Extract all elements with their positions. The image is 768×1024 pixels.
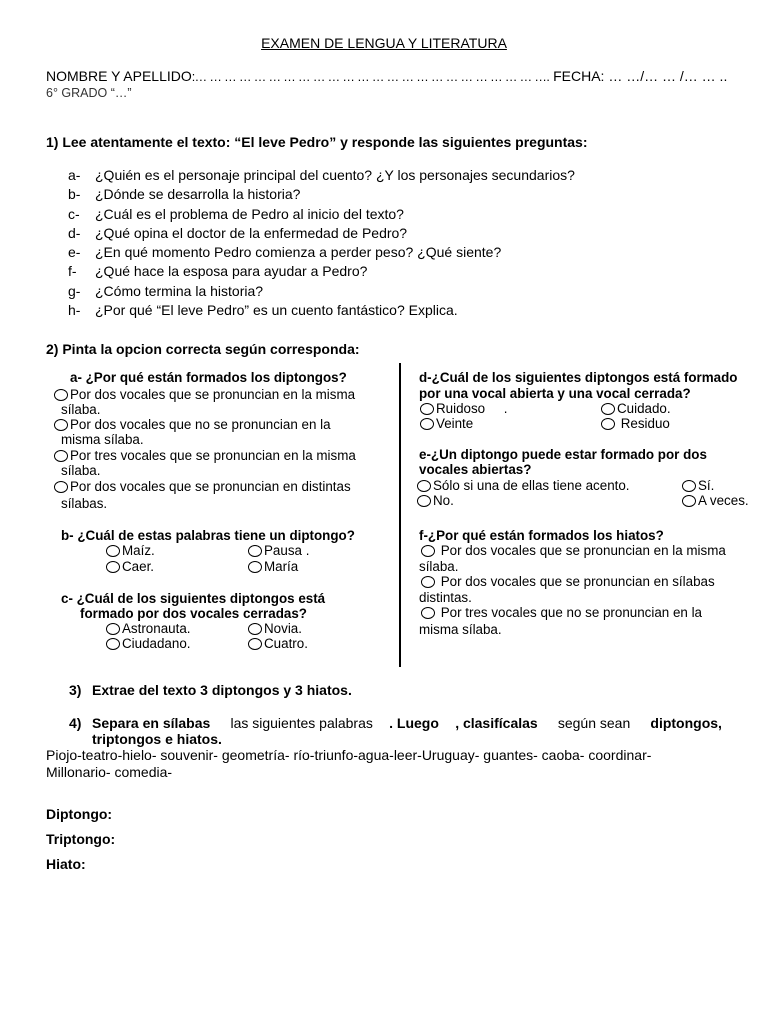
option-text: Por dos vocales que no se pronuncian en la [70,417,331,432]
name-blank: :… … … … … … … … … … … … … … … … … … … … … … … …. [191,70,550,84]
option-text: Por tres vocales que no se pronuncian en la [437,605,703,620]
list-item [68,302,575,321]
list-item [68,225,575,244]
list-item [68,186,575,205]
option-text-cont: sílaba. [61,402,101,417]
option-text: María [264,559,299,574]
radio-circle[interactable] [421,545,435,557]
q3-text: Extrae del texto 3 diptongos y 3 hiatos. [92,682,352,698]
q4-word: las siguientes palabras [226,715,373,731]
radio-circle[interactable] [420,403,434,415]
item-letter: h- [68,302,81,319]
list-item [68,283,575,302]
option-text-cont: sílaba. [419,559,459,574]
q2c-question-cont: formado por dos vocales cerradas? [80,606,307,621]
option-text: Maíz. [122,543,155,558]
radio-circle[interactable] [106,623,120,635]
item-text: ¿En qué momento Pedro comienza a perder peso? ¿Qué siente? [95,244,502,261]
grade-line: 6° GRADO “…” [46,86,132,100]
triptongo-label: Triptongo: [46,831,116,847]
item-text: ¿Cuál es el problema de Pedro al inicio del texto? [95,205,404,222]
item-text: ¿Quién es el personaje principal del cuento? ¿Y los personajes secundarios? [95,167,575,183]
list-item [68,244,575,263]
option-text: A veces. [698,493,749,508]
name-label: NOMBRE Y APELLIDO [46,68,192,84]
exam-title: EXAMEN DE LENGUA Y LITERATURA [261,35,507,51]
q4-instruction [92,715,722,731]
item-text: ¿Dónde se desarrolla la historia? [95,186,301,203]
name-date-line [46,68,727,84]
option-text: Ruidoso . [436,401,508,416]
q2c-option-3[interactable] [106,636,191,651]
q4-word: Separa en sílabas [92,715,211,731]
q2a-option-3[interactable] [54,448,356,463]
option-text: Ciudadano. [122,636,191,651]
q2f-question: f-¿Por qué están formados los hiatos? [419,528,664,543]
radio-circle[interactable] [421,607,435,619]
option-text: No. [433,493,454,508]
q2c-option-4[interactable] [248,636,308,651]
q2e-option-2[interactable] [682,478,714,493]
radio-circle[interactable] [417,480,431,492]
list-item [68,263,575,282]
option-text: Sólo si una de ellas tiene acento. [433,478,630,493]
q2b-question: b- ¿Cuál de estas palabras tiene un diptongo? [61,528,355,543]
hiato-label: Hiato: [46,856,86,872]
q2e-question: e-¿Un diptongo puede estar formado por dos [419,447,707,462]
option-text: Por dos vocales que se pronuncian en la misma [437,543,726,558]
word-list: Piojo-teatro-hielo- souvenir- geometría- río-triunfo-agua-leer-Uruguay- guantes- caoba- coordinar- [46,747,652,763]
q2f-option-2[interactable] [421,574,715,589]
radio-circle[interactable] [420,418,434,430]
q4-number: 4) [69,715,82,731]
q2f-option-1[interactable] [421,543,726,558]
option-text: Astronauta. [122,621,191,636]
q3-number: 3) [69,682,82,698]
radio-circle[interactable] [106,545,120,557]
option-text: Cuatro. [264,636,308,651]
q2f-option-3[interactable] [421,605,702,620]
option-text: Por tres vocales que se pronuncian en la misma [70,448,356,463]
q2e-option-4[interactable] [682,493,749,508]
q4-instruction-cont: triptongos e hiatos. [92,731,222,747]
column-divider [399,363,401,667]
q1-title: 1) Lee atentamente el texto: “El leve Pedro” y responde las siguientes preguntas: [46,134,588,150]
option-text: Residuo [617,416,670,431]
radio-circle[interactable] [54,481,68,493]
radio-circle[interactable] [106,638,120,650]
option-text: Por dos vocales que se pronuncian en sílabas [437,574,715,589]
q2d-question: d-¿Cuál de los siguientes diptongos está formado [419,370,738,385]
date-label: FECHA: … …/… … /… … .. [549,68,728,84]
item-text: ¿Por qué “El leve Pedro” es un cuento fantástico? Explica. [95,302,458,319]
radio-circle[interactable] [601,418,615,430]
radio-circle[interactable] [248,561,262,573]
q2c-question: c- ¿Cuál de los siguientes diptongos está [61,591,326,606]
item-text: ¿Qué opina el doctor de la enfermedad de Pedro? [95,224,408,241]
q4-word: diptongos, [650,715,722,731]
q2e-question-cont: vocales abiertas? [419,462,532,477]
q2a-option-2[interactable] [54,417,331,432]
radio-circle[interactable] [54,389,68,401]
q2b-option-3[interactable] [106,559,154,574]
q2c-option-1[interactable] [106,621,190,636]
q4-word: . Luego [389,715,439,731]
option-text-cont: misma sílaba. [61,432,144,447]
q2a-option-1[interactable] [54,387,355,402]
item-letter: b- [68,186,81,203]
option-text: Sí. [698,478,715,493]
item-letter: c- [68,205,80,222]
q2a-question: a- ¿Por qué están formados los diptongos? [70,370,347,385]
q2e-option-3[interactable] [417,493,454,508]
option-text-cont: sílaba. [61,463,101,478]
radio-circle[interactable] [682,480,696,492]
option-text-cont: sílabas. [61,496,108,511]
q2d-option-3[interactable] [420,416,473,431]
radio-circle[interactable] [248,638,262,650]
q2b-option-2[interactable] [248,543,309,558]
q2d-option-2[interactable] [601,401,671,416]
q2d-option-1[interactable] [420,401,507,416]
radio-circle[interactable] [682,495,696,507]
q4-word: , clasifícalas [455,715,538,731]
option-text: Por dos vocales que se pronuncian en la misma [70,387,356,402]
option-text: Veinte [436,416,474,431]
radio-circle[interactable] [54,450,68,462]
item-letter: g- [68,282,81,299]
q2a-option-4[interactable] [54,479,351,494]
item-text: ¿Qué hace la esposa para ayudar a Pedro? [95,263,368,280]
radio-circle[interactable] [106,561,120,573]
radio-circle[interactable] [248,623,262,635]
word-list-cont: Millonario- comedia- [46,764,173,780]
q2b-option-1[interactable] [106,543,155,558]
item-letter: a- [68,167,81,183]
radio-circle[interactable] [417,495,431,507]
option-text: Caer. [122,559,155,574]
item-letter: f- [68,263,77,280]
q1-list [68,167,575,321]
item-letter: e- [68,244,81,261]
option-text: Pausa . [264,543,310,558]
radio-circle[interactable] [248,545,262,557]
item-letter: d- [68,224,81,241]
option-text-cont: misma sílaba. [419,622,502,637]
q2d-option-4[interactable] [601,416,670,431]
q2e-option-1[interactable] [417,478,630,493]
option-text: Por dos vocales que se pronuncian en distintas [70,479,351,494]
q2-title: 2) Pinta la opcion correcta según corresponda: [46,341,360,357]
q2c-option-2[interactable] [248,621,302,636]
list-item [68,167,575,186]
item-text: ¿Cómo termina la historia? [95,282,264,299]
list-item [68,206,575,225]
radio-circle[interactable] [421,576,435,588]
diptongo-label: Diptongo: [46,806,113,822]
q2b-option-4[interactable] [248,559,298,574]
option-text: Novia. [264,621,302,636]
q2d-question-cont: por una vocal abierta y una vocal cerrada? [419,386,691,401]
option-text: Cuidado. [617,401,671,416]
radio-circle[interactable] [601,403,615,415]
q4-word: según sean [553,715,635,731]
option-text-cont: distintas. [419,590,472,605]
radio-circle[interactable] [54,419,68,431]
